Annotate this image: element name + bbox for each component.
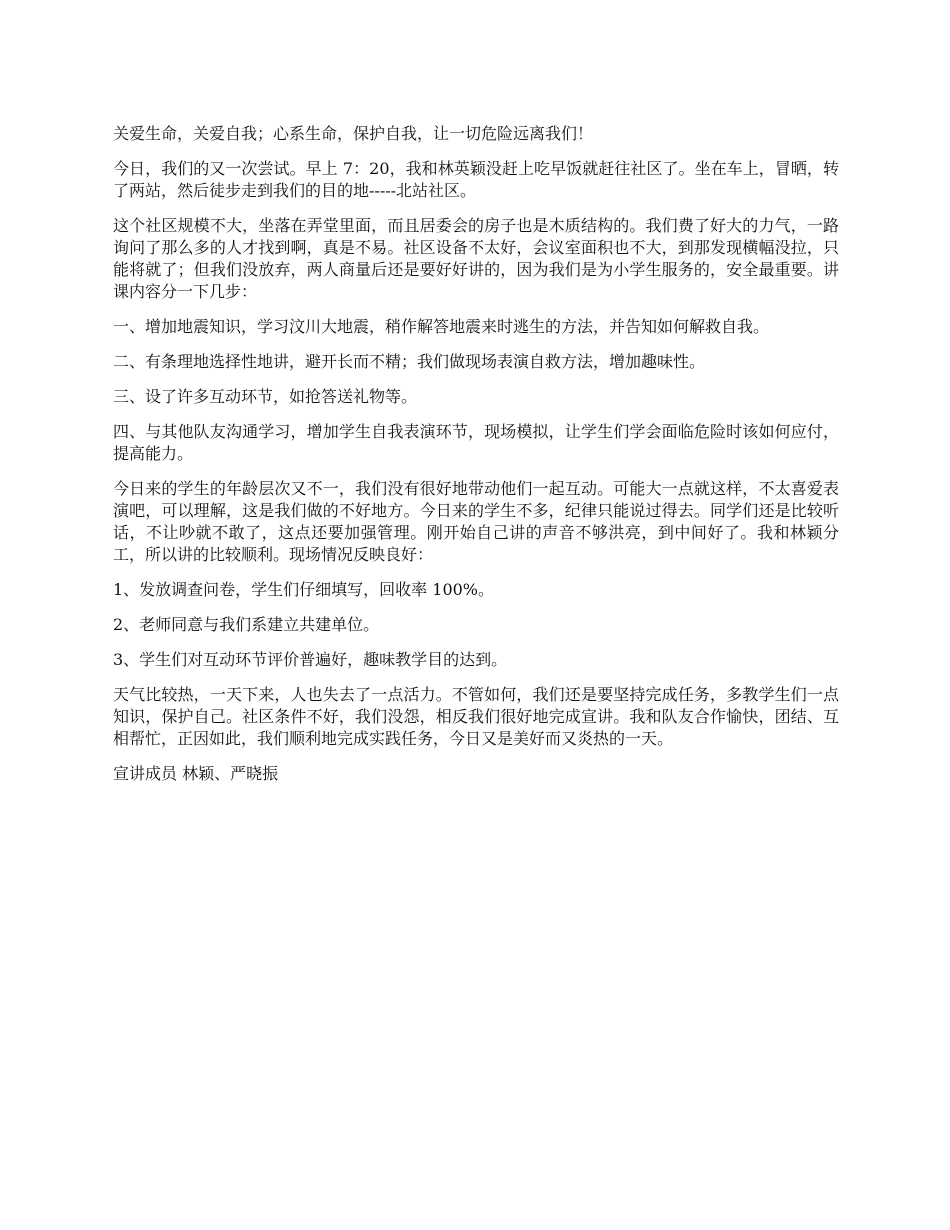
paragraph-conclusion: 天气比较热，一天下来，人也失去了一点活力。不管如何，我们还是要坚持完成任务，多教学生们一点知识，保护自己。社区条件不好，我们没怨，相反我们很好地完成宣讲。我和队友合作愉快，团结、互相帮忙，正因如此，我们顺利地完成实践任务，今日又是美好而又炎热的一天。	[113, 685, 839, 748]
document-body	[113, 123, 839, 798]
paragraph-step-3: 三、设了许多互动环节，如抢答送礼物等。	[113, 387, 418, 406]
paragraph-result-3: 3、学生们对互动环节评价普遍好，趣味教学目的达到。	[113, 650, 508, 669]
paragraph-step-1: 一、增加地震知识，学习汶川大地震，稍作解答地震来时逃生的方法，并告知如何解救自我。	[113, 317, 770, 336]
paragraph-step-4: 四、与其他队友沟通学习，增加学生自我表演环节，现场模拟，让学生们学会面临危险时该如何应付，提高能力。	[113, 422, 839, 463]
paragraph-motto: 关爱生命，关爱自我；心系生命，保护自我，让一切危险远离我们！	[113, 124, 594, 143]
paragraph-community-description: 这个社区规模不大，坐落在弄堂里面，而且居委会的房子也是木质结构的。我们费了好大的力气，一路询问了那么多的人才找到啊，真是不易。社区设备不太好，会议室面积也不大，到那发现横幅没拉，只能将就了；但我们没放弃，两人商量后还是要好好讲的，因为我们是为小学生服务的，安全最重要。讲课内容分一下几步：	[113, 216, 839, 301]
paragraph-step-2: 二、有条理地选择性地讲，避开长而不精；我们做现场表演自救方法，增加趣味性。	[113, 352, 706, 371]
paragraph-morning-trip: 今日，我们的又一次尝试。早上 7：20，我和林英颖没赶上吃早饭就赶往社区了。坐在车上，冒晒，转了两站，然后徒步走到我们的目的地-----北站社区。	[113, 159, 839, 200]
paragraph-result-2: 2、老师同意与我们系建立共建单位。	[113, 615, 380, 634]
paragraph-result-1: 1、发放调查问卷，学生们仔细填写，回收率 100%。	[113, 580, 495, 599]
paragraph-reflection: 今日来的学生的年龄层次又不一，我们没有很好地带动他们一起互动。可能大一点就这样，不太喜爱表演吧，可以理解，这是我们做的不好地方。今日来的学生不多，纪律只能说过得去。同学们还是比较听话，不让吵就不敢了，这点还要加强管理。刚开始自己讲的声音不够洪亮，到中间好了。我和林颖分工，所以讲的比较顺利。现场情况反映良好：	[113, 479, 839, 564]
paragraph-signature: 宣讲成员 林颖、严晓振	[113, 764, 279, 783]
